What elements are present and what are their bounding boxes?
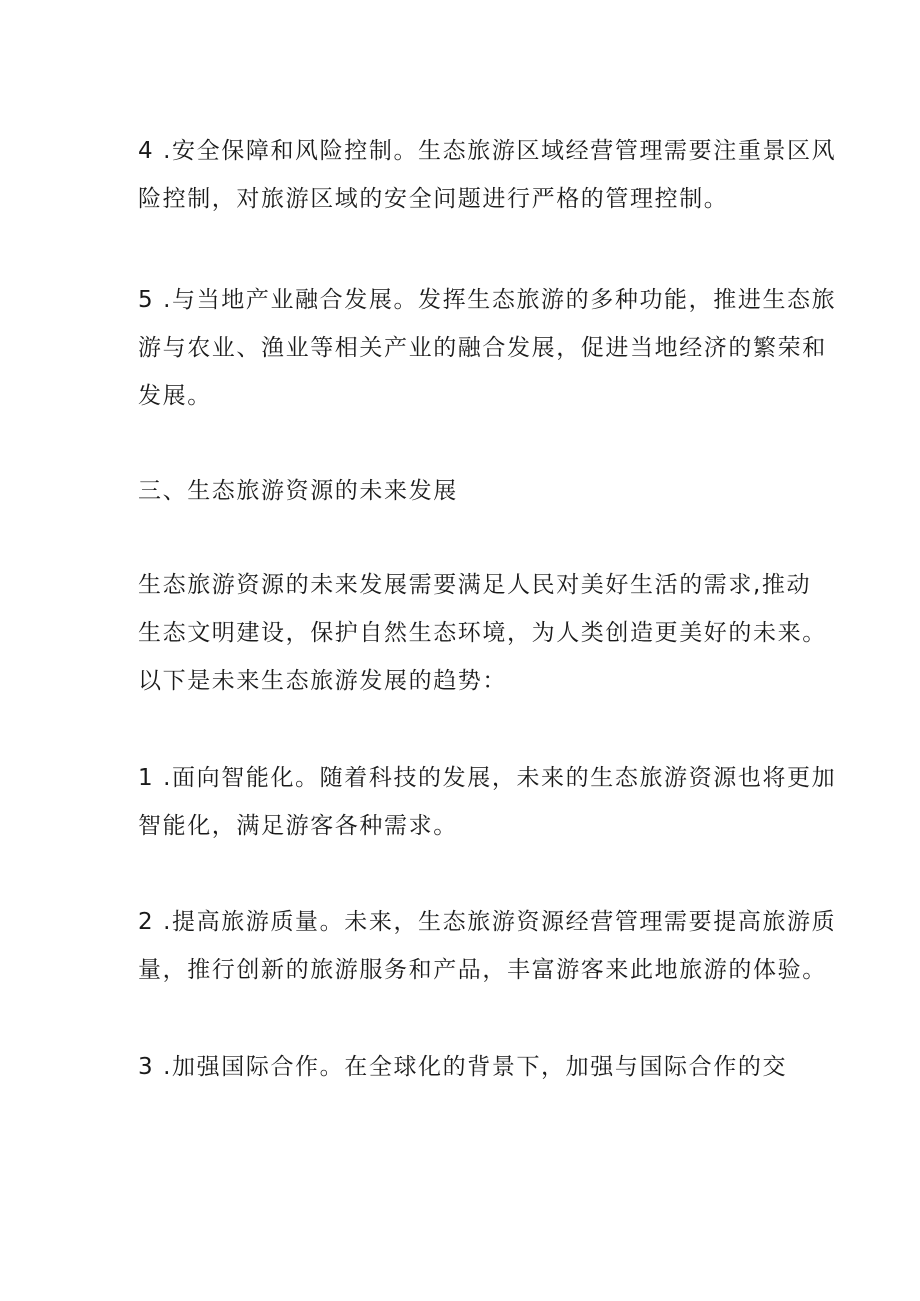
paragraph-line: 4 .安全保障和风险控制。生态旅游区域经营管理需要注重景区风 xyxy=(138,138,837,164)
paragraph-item-5 xyxy=(138,276,837,420)
paragraph-line: 以下是未来生态旅游发展的趋势： xyxy=(138,668,507,694)
paragraph-line: 生态文明建设，保护自然生态环境，为人类创造更美好的未来。 xyxy=(138,620,827,646)
paragraph-line: 3 .加强国际合作。在全球化的背景下，加强与国际合作的交 xyxy=(138,1054,788,1080)
paragraph-trend-2 xyxy=(138,898,837,994)
paragraph-section-intro xyxy=(138,561,827,705)
paragraph-line: 5 .与当地产业融合发展。发挥生态旅游的多种功能，推进生态旅 xyxy=(138,287,837,313)
paragraph-line: 1 .面向智能化。随着科技的发展，未来的生态旅游资源也将更加 xyxy=(138,765,837,791)
paragraph-line: 智能化，满足游客各种需求。 xyxy=(138,813,458,839)
paragraph-trend-1 xyxy=(138,754,837,850)
heading-line: 三、生态旅游资源的未来发展 xyxy=(138,478,458,504)
section-heading xyxy=(138,467,798,515)
paragraph-line: 量，推行创新的旅游服务和产品，丰富游客来此地旅游的体验。 xyxy=(138,957,827,983)
paragraph-line: 游与农业、渔业等相关产业的融合发展，促进当地经济的繁荣和 xyxy=(138,335,827,361)
paragraph-line: 2 .提高旅游质量。未来，生态旅游资源经营管理需要提高旅游质 xyxy=(138,909,837,935)
paragraph-line: 发展。 xyxy=(138,383,212,409)
paragraph-line: 生态旅游资源的未来发展需要满足人民对美好生活的需求,推动 xyxy=(138,572,812,598)
paragraph-item-4 xyxy=(138,127,837,223)
paragraph-trend-3 xyxy=(138,1043,798,1091)
paragraph-line: 险控制，对旅游区域的安全问题进行严格的管理控制。 xyxy=(138,186,729,212)
